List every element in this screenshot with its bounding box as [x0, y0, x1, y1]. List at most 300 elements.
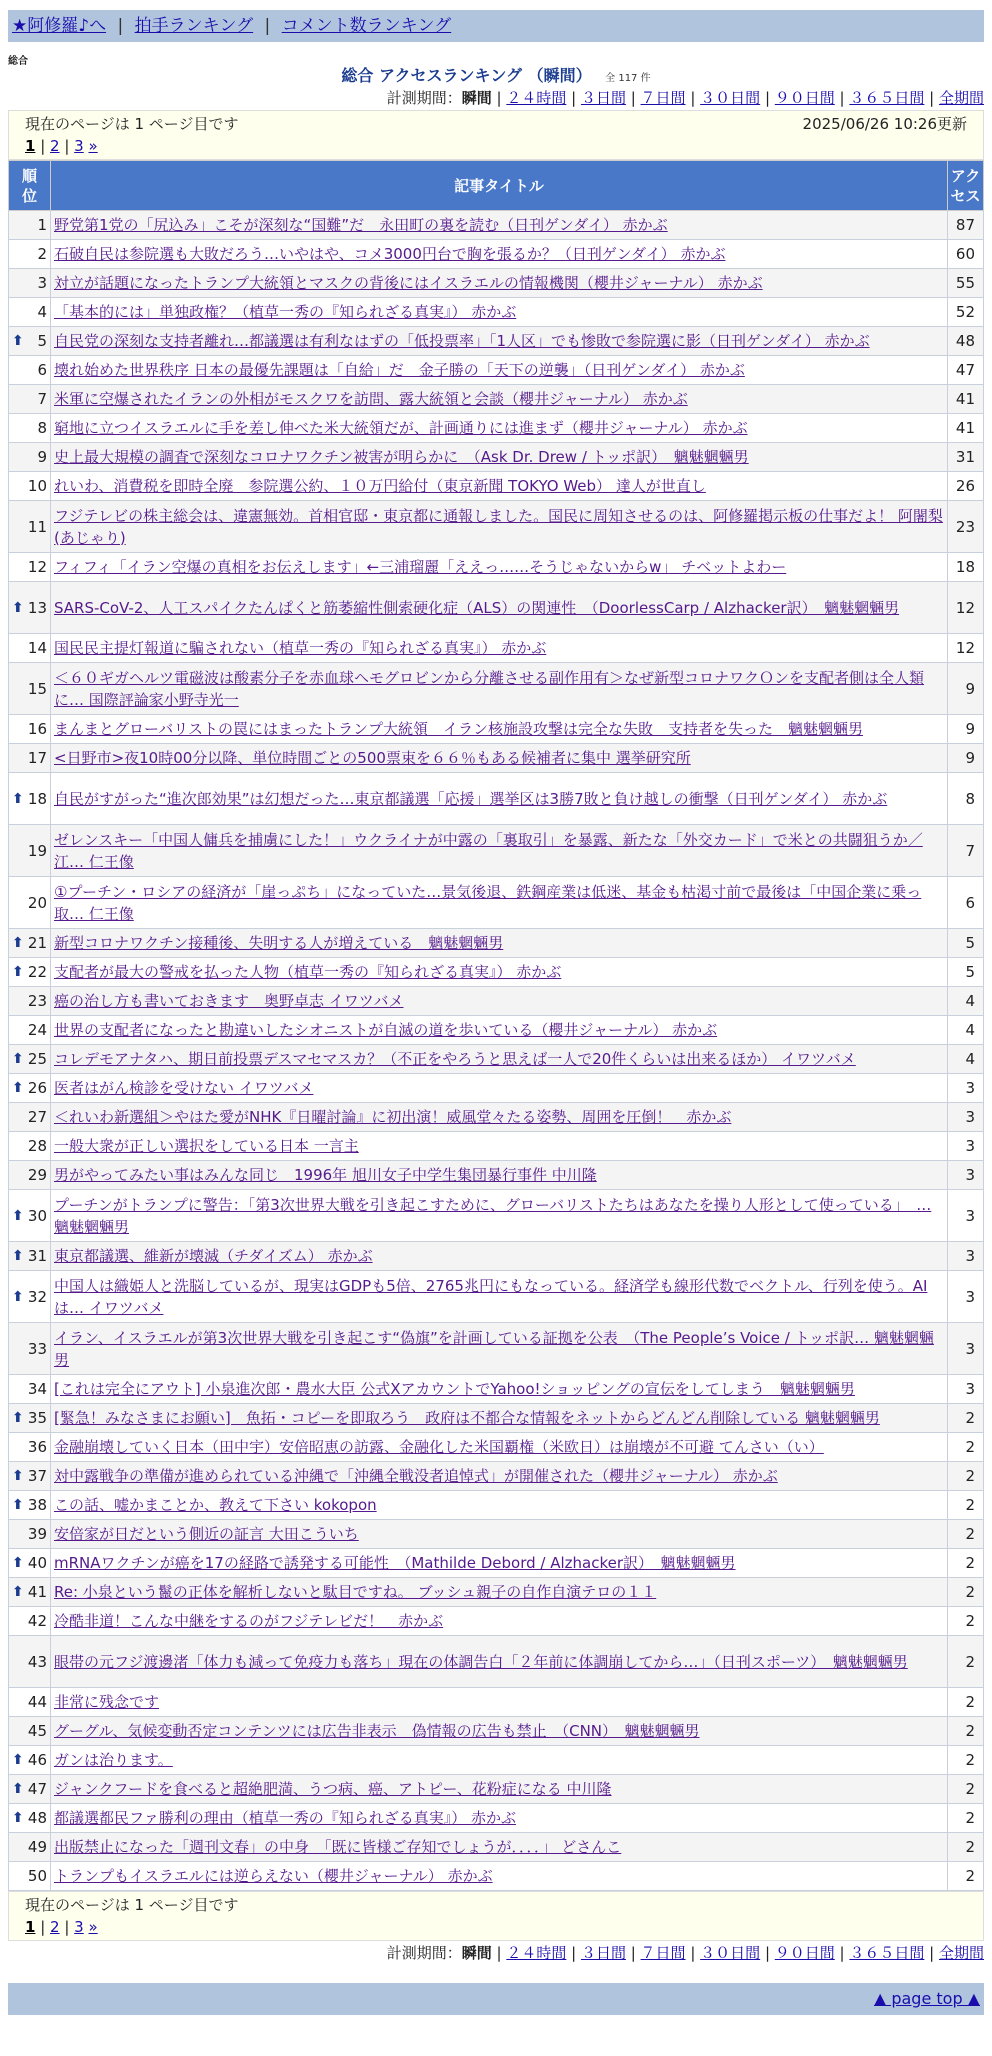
rank-cell: [9, 1375, 51, 1404]
rank-number: 19: [27, 841, 47, 860]
rank-number: 31: [27, 1247, 47, 1265]
access-count: 2: [948, 1833, 984, 1862]
article-link[interactable]: 安倍家が日だという側近の証言 大田こういち: [54, 1525, 359, 1543]
page-link-3[interactable]: 3: [74, 137, 84, 155]
title-cell: [51, 385, 948, 414]
period-link[interactable]: ３日間: [580, 89, 626, 107]
rank-number: 13: [27, 598, 47, 617]
article-link[interactable]: プーチンがトランプに警告：「第3次世界大戦を引き起こすために、グローバリストたちはあなたを操り人形として使っている」 … 魑魅魍魎男: [54, 1195, 932, 1236]
rank-cell: [9, 1433, 51, 1462]
article-link[interactable]: [緊急！みなさまにお願い] 魚拓・コピーを即取ろう 政府は不都合な情報をネットからどんどん削除している 魑魅魍魎男: [54, 1409, 880, 1427]
rank-cell: [9, 825, 51, 877]
rank-cell: [9, 1636, 51, 1688]
access-count: 18: [948, 553, 984, 582]
access-count: 2: [948, 1862, 984, 1891]
article-link[interactable]: コレデモアナタハ、期日前投票デスマセマスカ？（不正をやろうと思えば一人で20件くらいは出来るほか） イワツバメ: [54, 1050, 856, 1068]
rank-cell: [9, 634, 51, 663]
footer-bar: [8, 1983, 984, 2015]
table-row: [9, 929, 984, 958]
page-link-3[interactable]: 3: [74, 1918, 84, 1936]
rank-number: 25: [27, 1050, 47, 1068]
article-link[interactable]: SARS-CoV-2、人工スパイクたんぱくと筋萎縮性側索硬化症（ALS）の関連性 （DoorlessCarp / Alzhacker訳） 魑魅魍魎男: [54, 598, 900, 617]
article-link[interactable]: グーグル、気候変動否定コンテンツには広告非表示 偽情報の広告も禁止 （CNN） 魑魅魍魎男: [54, 1722, 700, 1740]
rank-up-arrow-icon: ⬆: [12, 1752, 24, 1768]
rank-cell: [9, 1833, 51, 1862]
rank-number: 39: [27, 1525, 47, 1543]
nav-separator: |: [264, 16, 271, 36]
period-separator: |: [834, 89, 850, 107]
access-count: 6: [948, 877, 984, 929]
title-cell: [51, 1688, 948, 1717]
rank-up-arrow-icon: ⬆: [12, 1555, 24, 1571]
period-separator: |: [566, 1944, 581, 1962]
article-link[interactable]: 男がやってみたい事はみんな同じ 1996年 旭川女子中学生集団暴行事件 中川隆: [54, 1166, 597, 1184]
rank-number: 17: [27, 749, 47, 767]
article-link[interactable]: まんまとグローバリストの罠にはまったトランプ大統領 イラン核施設攻撃は完全な失敗 支持者を失った 魑魅魍魎男: [54, 720, 863, 738]
table-row: [9, 414, 984, 443]
title-cell: [51, 663, 948, 715]
title-cell: [51, 987, 948, 1016]
access-count: 2: [948, 1462, 984, 1491]
rank-number: 6: [37, 361, 47, 379]
rank-up-arrow-icon: ⬆: [12, 1051, 24, 1067]
rank-number: 50: [27, 1867, 47, 1885]
title-cell: [51, 715, 948, 744]
rank-number: 38: [27, 1496, 47, 1514]
rank-cell: [9, 1520, 51, 1549]
rank-cell: [9, 1323, 51, 1375]
access-count: 48: [948, 327, 984, 356]
rank-number: 33: [27, 1339, 47, 1358]
article-link[interactable]: この話、嘘かまことか、教えて下さい kokopon: [54, 1496, 377, 1514]
title-cell: [51, 1045, 948, 1074]
access-count: 5: [948, 929, 984, 958]
article-link[interactable]: 米軍に空爆されたイランの外相がモスクワを訪問、露大統領と会談（櫻井ジャーナル） 赤かぶ: [54, 390, 688, 408]
rank-number: 3: [37, 274, 47, 292]
current-page-text: 現在のページは 1 ページ目です: [25, 1896, 239, 1914]
article-link[interactable]: 「基本的には」単独政権？（植草一秀の『知られざる真実』） 赤かぶ: [54, 303, 517, 321]
article-link[interactable]: 新型コロナワクチン接種後、失明する人が増えている 魑魅魍魎男: [54, 934, 504, 952]
period-link[interactable]: ７日間: [640, 89, 686, 107]
access-count: 2: [948, 1433, 984, 1462]
article-link[interactable]: [これは完全にアウト] 小泉進次郎・農水大臣 公式XアカウントでYahoo!ショッピングの宣伝をしてしまう 魑魅魍魎男: [54, 1380, 855, 1398]
rank-cell: [9, 1688, 51, 1717]
title-cell: [51, 1578, 948, 1607]
title-cell: [51, 1746, 948, 1775]
rank-number: 9: [37, 448, 47, 466]
article-link[interactable]: 窮地に立つイスラエルに手を差し伸べた米大統領だが、計画通りには進まず（櫻井ジャーナル） 赤かぶ: [54, 419, 748, 437]
period-link[interactable]: ３０日間: [700, 1944, 761, 1962]
article-link[interactable]: Re: 小泉という鬣の正体を解析しないと駄目ですね。 ブッシュ親子の自作自演テロの１１: [54, 1583, 657, 1601]
period-link[interactable]: ３６５日間: [849, 89, 925, 107]
rank-cell: [9, 1045, 51, 1074]
title-cell: [51, 634, 948, 663]
article-link[interactable]: 自民党の深刻な支持者離れ…都議選は有利なはずの「低投票率」「1人区」でも惨敗で参院選に影（日刊ゲンダイ） 赤かぶ: [54, 332, 870, 350]
title-cell: [51, 443, 948, 472]
article-link[interactable]: 支配者が最大の警戒を払った人物（植草一秀の『知られざる真実』） 赤かぶ: [54, 963, 562, 981]
rank-cell: [9, 1804, 51, 1833]
article-link[interactable]: トランプもイスラエルには逆らえない（櫻井ジャーナル） 赤かぶ: [54, 1867, 493, 1885]
table-row: [9, 1323, 984, 1375]
access-count: 4: [948, 1016, 984, 1045]
access-count: 31: [948, 443, 984, 472]
access-count: 12: [948, 582, 984, 634]
rank-cell: [9, 1161, 51, 1190]
table-row: [9, 1132, 984, 1161]
period-selector-top: [8, 86, 984, 110]
rank-cell: [9, 1491, 51, 1520]
rank-cell: [9, 1242, 51, 1271]
rank-up-arrow-icon: ⬆: [12, 1288, 24, 1305]
rank-up-arrow-icon: ⬆: [12, 1810, 24, 1826]
period-link[interactable]: ３０日間: [700, 89, 761, 107]
title-cell: [51, 744, 948, 773]
ranking-table: [8, 160, 984, 1891]
rank-number: 1: [37, 216, 47, 234]
pager-top: [8, 110, 984, 160]
rank-cell: [9, 663, 51, 715]
access-count: 9: [948, 744, 984, 773]
table-row: [9, 269, 984, 298]
category-label: 総合: [8, 56, 28, 67]
title-cell: [51, 1433, 948, 1462]
period-link[interactable]: ２４時間: [506, 1944, 567, 1962]
rank-number: 42: [27, 1612, 47, 1630]
title-cell: [51, 472, 948, 501]
table-row: [9, 1103, 984, 1132]
table-row: [9, 240, 984, 269]
table-row: [9, 298, 984, 327]
rank-number: 23: [27, 992, 47, 1010]
article-link[interactable]: 医者はがん検診を受けない イワツバメ: [54, 1079, 314, 1097]
article-link[interactable]: 野党第1党の「尻込み」こそが深刻な“国難”だ 永田町の裏を読む（日刊ゲンダイ） 赤かぶ: [54, 216, 668, 234]
table-row: [9, 501, 984, 553]
article-link[interactable]: 自民がすがった“進次郎効果”は幻想だった…東京都議選「応援」選挙区は3勝7敗と負け越しの衝撃（日刊ゲンダイ） 赤かぶ: [54, 789, 888, 808]
title-cell: [51, 1607, 948, 1636]
title-cell: [51, 1190, 948, 1242]
rank-cell: [9, 1862, 51, 1891]
rank-cell: [9, 1103, 51, 1132]
period-link[interactable]: 全期間: [938, 1944, 984, 1962]
page-title: 総合 アクセスランキング （瞬間）: [341, 66, 592, 85]
access-count: 4: [948, 987, 984, 1016]
next-page-link[interactable]: »: [88, 1918, 98, 1936]
title-cell: [51, 1375, 948, 1404]
article-link[interactable]: 非常に残念です: [54, 1693, 160, 1711]
table-row: [9, 1775, 984, 1804]
article-link[interactable]: ＜れいわ新選組＞やはた愛がNHK『日曜討論』に初出演！威風堂々たる姿勢、周囲を圧倒！ 赤かぶ: [54, 1108, 732, 1126]
page-links: [25, 1916, 967, 1938]
access-count: 5: [948, 958, 984, 987]
comment-ranking-link[interactable]: コメント数ランキング: [281, 16, 452, 36]
access-header: アク セス: [948, 161, 984, 211]
table-row: [9, 1636, 984, 1688]
period-label: 計測期間：: [386, 89, 462, 107]
page-separator: |: [59, 1918, 75, 1936]
pager-bottom: [8, 1891, 984, 1941]
rank-number: 28: [27, 1137, 47, 1155]
table-row: [9, 553, 984, 582]
article-link[interactable]: 東京都議選、維新が壊滅（チダイズム） 赤かぶ: [54, 1247, 373, 1265]
table-row: [9, 1607, 984, 1636]
table-row: [9, 1433, 984, 1462]
rank-cell: [9, 715, 51, 744]
article-link[interactable]: 史上最大規模の調査で深刻なコロナワクチン被害が明らかに （Ask Dr. Drew / トッポ訳） 魑魅魍魎男: [54, 448, 749, 466]
rank-number: 20: [27, 893, 47, 912]
table-row: [9, 1688, 984, 1717]
access-count: 47: [948, 356, 984, 385]
table-row: [9, 1190, 984, 1242]
current-page-text: 現在のページは 1 ページ目です: [25, 115, 239, 133]
rank-cell: [9, 929, 51, 958]
title-cell: [51, 1636, 948, 1688]
rank-number: 35: [27, 1409, 47, 1427]
access-count: 9: [948, 663, 984, 715]
rank-up-arrow-icon: ⬆: [12, 935, 24, 951]
rank-cell: [9, 1404, 51, 1433]
rank-up-arrow-icon: ⬆: [12, 1468, 24, 1484]
rank-cell: [9, 1746, 51, 1775]
access-count: 2: [948, 1775, 984, 1804]
article-link[interactable]: 一般大衆が正しい選択をしている日本 一言主: [54, 1137, 359, 1155]
access-count: 3: [948, 1375, 984, 1404]
rank-number: 16: [27, 720, 47, 738]
table-row: [9, 1746, 984, 1775]
table-row: [9, 1862, 984, 1891]
rank-cell: [9, 211, 51, 240]
article-link[interactable]: フィフィ「イラン空爆の真相をお伝えします」←三浦瑠麗「ええっ……そうじゃないからw」 チベットよわー: [54, 558, 787, 576]
table-row: [9, 1045, 984, 1074]
title-cell: [51, 414, 948, 443]
rank-number: 27: [27, 1108, 47, 1126]
title-cell: [51, 1775, 948, 1804]
period-link[interactable]: ３日間: [580, 1944, 626, 1962]
access-count: 2: [948, 1404, 984, 1433]
page-separator: |: [35, 1918, 51, 1936]
title-cell: [51, 356, 948, 385]
rank-cell: [9, 414, 51, 443]
table-row: [9, 1833, 984, 1862]
top-nav: [8, 10, 984, 42]
period-link[interactable]: ３６５日間: [849, 1944, 925, 1962]
home-link[interactable]: ★阿修羅♪へ: [12, 16, 107, 36]
access-count: 41: [948, 414, 984, 443]
title-cell: [51, 1462, 948, 1491]
period-link[interactable]: ７日間: [640, 1944, 686, 1962]
rank-number: 14: [27, 639, 47, 657]
table-row: [9, 385, 984, 414]
access-count: 87: [948, 211, 984, 240]
title-cell: [51, 582, 948, 634]
title-cell: [51, 1161, 948, 1190]
access-count: 4: [948, 1045, 984, 1074]
rank-number: 30: [27, 1206, 47, 1225]
rank-cell: [9, 1607, 51, 1636]
access-count: 23: [948, 501, 984, 553]
article-link[interactable]: れいわ、消費税を即時全廃 参院選公約、１０万円給付（東京新聞 TOKYO Web） 達人が世直し: [54, 477, 706, 495]
title-cell: [51, 1404, 948, 1433]
period-current: 瞬間: [461, 89, 492, 107]
title-cell: [51, 501, 948, 553]
article-link[interactable]: 癌の治し方も書いておきます 奥野卓志 イワツバメ: [54, 992, 404, 1010]
rank-cell: [9, 773, 51, 825]
table-row: [9, 1375, 984, 1404]
article-link[interactable]: ＜６０ギガヘルツ電磁波は酸素分子を赤血球ヘモグロビンから分離させる副作用有＞なぜ新型コロナワクＯンを支配者側は全人類に… 国際評論家小野寺光一: [54, 668, 925, 709]
period-separator: |: [924, 1944, 939, 1962]
period-link[interactable]: ９０日間: [774, 89, 835, 107]
article-link[interactable]: 石破自民は参院選も大敗だろう…いやはや、コメ3000円台で胸を張るか？（日刊ゲンダイ） 赤かぶ: [54, 245, 726, 263]
title-cell: [51, 327, 948, 356]
table-row: [9, 715, 984, 744]
rank-up-arrow-icon: ⬆: [12, 1207, 24, 1224]
page-title-line: [8, 66, 984, 86]
title-cell: [51, 1271, 948, 1323]
rank-cell: [9, 987, 51, 1016]
page-separator: |: [59, 137, 75, 155]
period-link[interactable]: ９０日間: [774, 1944, 835, 1962]
article-link[interactable]: 眼帯の元フジ渡邊渚「体力も減って免疫力も落ち」現在の体調告白「２年前に体調崩してから…」（日刊スポーツ） 魑魅魍魎男: [54, 1652, 908, 1671]
access-count: 2: [948, 1804, 984, 1833]
table-row: [9, 877, 984, 929]
rank-cell: [9, 553, 51, 582]
article-link[interactable]: mRNAワクチンが癌を17の経路で誘発する可能性 （Mathilde Debord / Alzhacker訳） 魑魅魍魎男: [54, 1554, 736, 1572]
title-cell: [51, 298, 948, 327]
page-separator: |: [35, 137, 51, 155]
access-count: 2: [948, 1549, 984, 1578]
rank-number: 32: [27, 1287, 47, 1306]
page-link-2[interactable]: 2: [50, 137, 60, 155]
article-link[interactable]: 金融崩壊していく日本（田中宇）安倍昭恵の訪露、金融化した米国覇権（米欧日）は崩壊が不可避 てんさい（い）: [54, 1438, 824, 1456]
article-link[interactable]: 出版禁止になった「週刊文春」の中身 「既に皆様ご存知でしょうが．．．．」 どさんこ: [54, 1838, 622, 1856]
rank-cell: [9, 877, 51, 929]
title-cell: [51, 1074, 948, 1103]
table-row: [9, 472, 984, 501]
article-link[interactable]: 国民民主提灯報道に騙されない（植草一秀の『知られざる真実』） 赤かぶ: [54, 639, 547, 657]
rank-number: 11: [27, 517, 47, 536]
access-count: 55: [948, 269, 984, 298]
rank-number: 18: [27, 789, 47, 808]
rank-number: 44: [27, 1693, 47, 1711]
table-row: [9, 1074, 984, 1103]
rank-number: 43: [27, 1652, 47, 1671]
rank-number: 40: [27, 1554, 47, 1572]
title-cell: [51, 1242, 948, 1271]
next-page-link[interactable]: »: [88, 137, 98, 155]
article-link[interactable]: 世界の支配者になったと勘違いしたシオニストが自滅の道を歩いている（櫻井ジャーナル） 赤かぶ: [54, 1021, 718, 1039]
access-count: 2: [948, 1520, 984, 1549]
period-separator: |: [685, 1944, 701, 1962]
rank-number: 26: [27, 1079, 47, 1097]
access-count: 7: [948, 825, 984, 877]
access-count: 2: [948, 1746, 984, 1775]
access-count: 12: [948, 634, 984, 663]
clap-ranking-link[interactable]: 拍手ランキング: [134, 16, 254, 36]
article-link[interactable]: フジテレビの株主総会は、違憲無効。首相官邸・東京都に通報しました。国民に周知させるのは、阿修羅掲示板の仕事だよ！ 阿闍梨(あじゃり): [54, 506, 943, 547]
page-links: [25, 135, 967, 157]
article-link[interactable]: <日野市>夜10時00分以降、単位時間ごとの500票束を６６％もある候補者に集中 選挙研究所: [54, 749, 691, 767]
table-row: [9, 1804, 984, 1833]
rank-cell: [9, 1462, 51, 1491]
access-count: 3: [948, 1161, 984, 1190]
page-link-2[interactable]: 2: [50, 1918, 60, 1936]
rank-number: 12: [27, 558, 47, 576]
article-link[interactable]: ガンは治ります。: [54, 1751, 173, 1769]
table-row: [9, 958, 984, 987]
article-link[interactable]: 対立が話題になったトランプ大統領とマスクの背後にはイスラエルの情報機関（櫻井ジャーナル） 赤かぶ: [54, 274, 763, 292]
title-cell: [51, 825, 948, 877]
access-count: 8: [948, 773, 984, 825]
rank-up-arrow-icon: ⬆: [12, 1584, 24, 1600]
rank-number: 2: [37, 245, 47, 263]
period-separator: |: [566, 89, 581, 107]
title-cell: [51, 211, 948, 240]
title-cell: [51, 1549, 948, 1578]
article-link[interactable]: イラン、イスラエルが第3次世界大戦を引き起こす“偽旗”を計画している証拠を公表 （The People’s Voice / トッポ訳… 魑魅魍魎男: [54, 1328, 934, 1369]
title-cell: [51, 773, 948, 825]
rank-up-arrow-icon: ⬆: [12, 1497, 24, 1513]
article-link[interactable]: 中国人は織姫人と洗脳しているが、現実はGDPも5倍、2765兆円にもなっている。経済学も線形代数でベクトル、行列を使う。AIは… イワツバメ: [54, 1276, 928, 1317]
period-separator: |: [834, 1944, 850, 1962]
title-cell: [51, 1323, 948, 1375]
table-row: [9, 773, 984, 825]
rank-number: 8: [37, 419, 47, 437]
article-link[interactable]: 対中露戦争の準備が進められている沖縄で「沖縄全戦没者追悼式」が開催された（櫻井ジャーナル） 赤かぶ: [54, 1467, 778, 1485]
article-link[interactable]: 壊れ始めた世界秩序 日本の最優先課題は「自給」だ 金子勝の「天下の逆襲」（日刊ゲンダイ） 赤かぶ: [54, 361, 745, 379]
rank-up-arrow-icon: ⬆: [12, 1781, 24, 1797]
rank-cell: [9, 240, 51, 269]
rank-cell: [9, 1016, 51, 1045]
total-count: 全 117 件: [605, 73, 651, 84]
rank-number: 4: [37, 303, 47, 321]
access-count: 3: [948, 1074, 984, 1103]
article-link[interactable]: 冷酷非道！こんな中継をするのがフジテレビだ！ 赤かぶ: [54, 1612, 444, 1630]
rank-number: 45: [27, 1722, 47, 1740]
access-count: 26: [948, 472, 984, 501]
access-count: 3: [948, 1242, 984, 1271]
rank-header: 順 位: [9, 161, 51, 211]
title-cell: [51, 1862, 948, 1891]
table-row: [9, 1520, 984, 1549]
period-link[interactable]: ２４時間: [506, 89, 567, 107]
page-top-link[interactable]: ▲ page top ▲: [873, 1989, 980, 2008]
period-selector-bottom: [8, 1941, 984, 1965]
access-count: 52: [948, 298, 984, 327]
table-row: [9, 443, 984, 472]
rank-up-arrow-icon: ⬆: [12, 790, 24, 807]
table-row: [9, 327, 984, 356]
updated-timestamp: 2025/06/26 10:26更新: [802, 115, 967, 133]
article-link[interactable]: ゼレンスキー「中国人傭兵を捕虜にした！」ウクライナが中露の「裏取引」を暴露、新たな「外交カード」で米との共闘狙うか／江… 仁王像: [54, 830, 923, 871]
access-count: 60: [948, 240, 984, 269]
access-count: 3: [948, 1103, 984, 1132]
article-link[interactable]: ①プーチン・ロシアの経済が「崖っぷち」になっていた…景気後退、鉄鋼産業は低迷、基金も枯渇寸前で最後は「中国企業に乗っ取… 仁王像: [54, 882, 922, 923]
rank-cell: [9, 1717, 51, 1746]
rank-cell: [9, 744, 51, 773]
access-count: 3: [948, 1190, 984, 1242]
table-row: [9, 634, 984, 663]
period-link[interactable]: 全期間: [938, 89, 984, 107]
rank-cell: [9, 327, 51, 356]
period-separator: |: [625, 89, 641, 107]
rank-cell: [9, 1190, 51, 1242]
rank-number: 29: [27, 1166, 47, 1184]
article-link[interactable]: 都議選都民ファ勝利の理由（植草一秀の『知られざる真実』） 赤かぶ: [54, 1809, 516, 1827]
period-separator: |: [685, 89, 701, 107]
article-link[interactable]: ジャンクフードを食べると超絶肥満、うつ病、癌、アトピー、花粉症になる 中川隆: [54, 1780, 612, 1798]
table-row: [9, 1549, 984, 1578]
rank-cell: [9, 582, 51, 634]
table-row: [9, 744, 984, 773]
